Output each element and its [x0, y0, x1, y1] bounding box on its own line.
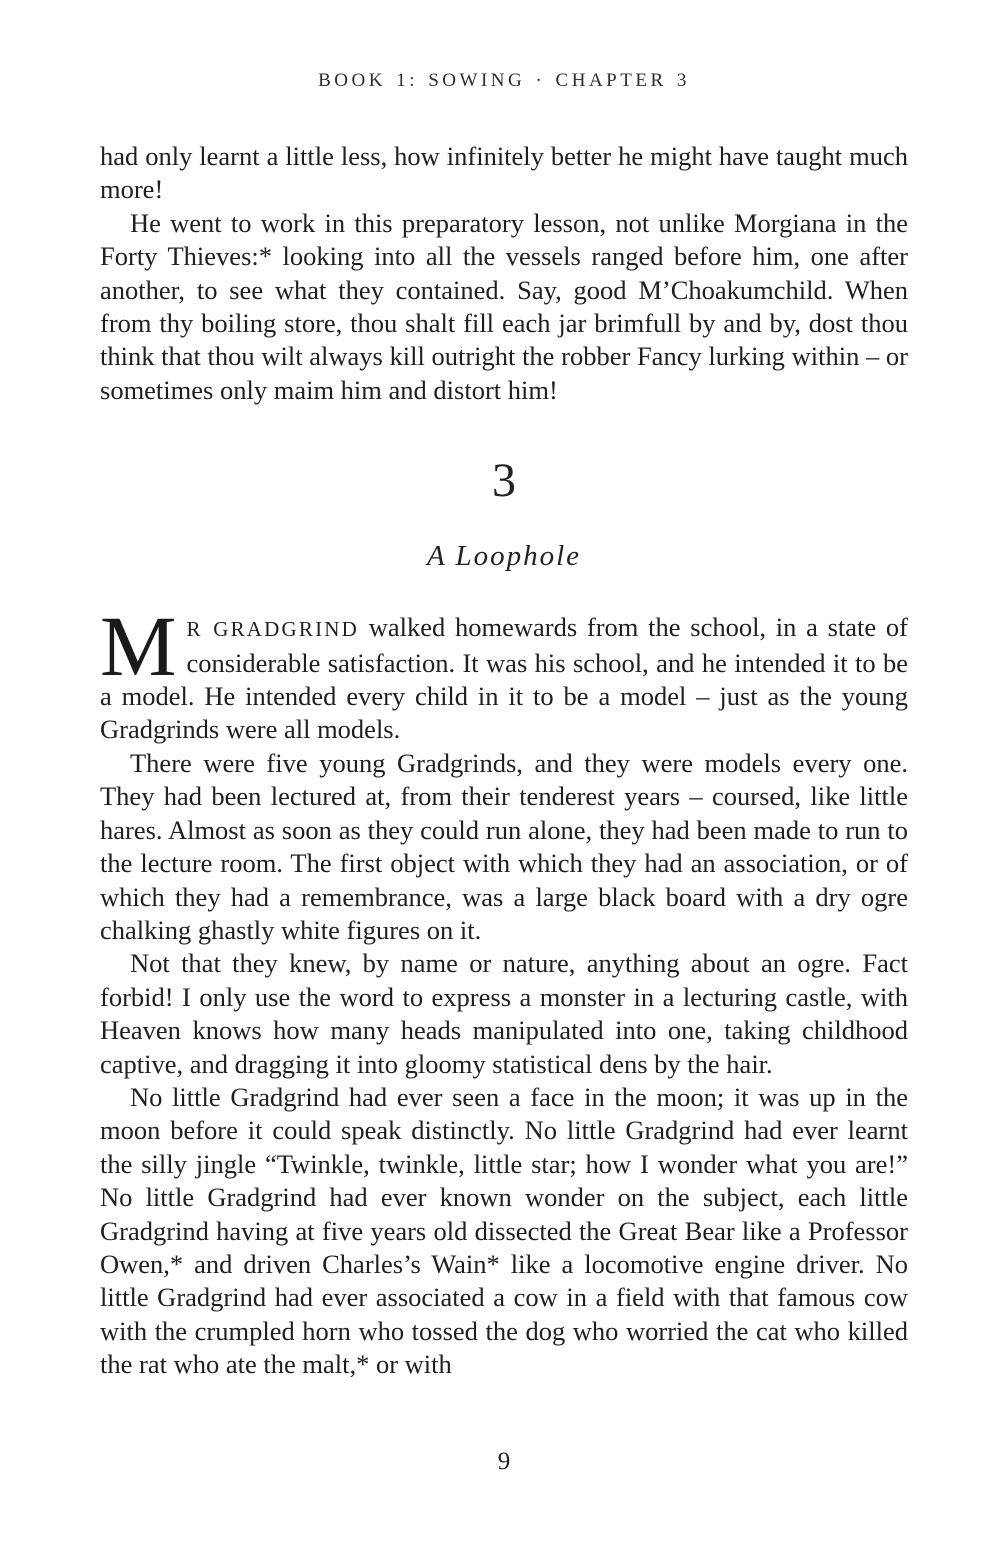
- previous-chapter-continuation: [100, 140, 908, 407]
- running-head: BOOK 1: SOWING · CHAPTER 3: [318, 70, 690, 91]
- paragraph: There were five young Gradgrinds, and they were models every one. They had been lectured at, from their tenderest years – coursed, like little hares. Almost as soon as they could run alone, they had been made to run to the lecture room. The first object with which they had an association, or of which they had a remembrance, was a large black board with a dry ogre chalking ghastly white figures on it.: [100, 747, 908, 945]
- chapter-title: A Loophole: [427, 540, 581, 573]
- paragraph: Not that they knew, by name or nature, anything about an ogre. Fact forbid! I only use the word to express a monster in a lecturing castle, with Heaven knows how many heads manipulated into one, taking childhood captive, and dragging it into gloomy statistical dens by the hair.: [100, 948, 908, 1079]
- paragraph: No little Gradgrind had ever seen a face in the moon; it was up in the moon before it could speak distinctly. No little Gradgrind had ever learnt the silly jingle “Twinkle, twinkle, little star; how I wonder what you are!” No little Gradgrind had ever known wonder on the subject, each little Gradgrind having at five years old dissected the Great Bear like a Professor Owen,* and driven Charles’s Wain* like a locomotive engine driver. No little Gradgrind had ever associated a cow in a field with that famous cow with the crumpled horn who tossed the dog who worried the cat who killed the rat who ate the malt,* or with: [100, 1081, 908, 1380]
- chapter-body: [100, 598, 908, 1381]
- opening-paragraph: [100, 598, 908, 747]
- chapter-number: 3: [492, 454, 516, 508]
- drop-cap: M: [100, 598, 177, 695]
- opening-text: walked homewards from the school, in a state of considerable satisfaction. It was his school, and he intended it to be a model. He intended every child in it to be a model – just as the young Gradgrinds were all models.: [100, 612, 908, 745]
- chapter-heading: [100, 454, 908, 573]
- paragraph: had only learnt a little less, how infinitely better he might have taught much more!: [100, 141, 908, 205]
- paragraph: He went to work in this preparatory lesson, not unlike Morgiana in the Forty Thieves:* looking into all the vessels ranged before him, one after another, to see what they contained. Say, good M’Choakumchild. When from thy boiling store, thou shalt fill each jar brimfull by and by, dost thou think that thou wilt always kill outright the robber Fancy lurking within – or sometimes only maim him and distort him!: [100, 207, 908, 405]
- opening-small-caps: R GRADGRIND: [186, 617, 360, 642]
- page-number: 9: [497, 1448, 511, 1475]
